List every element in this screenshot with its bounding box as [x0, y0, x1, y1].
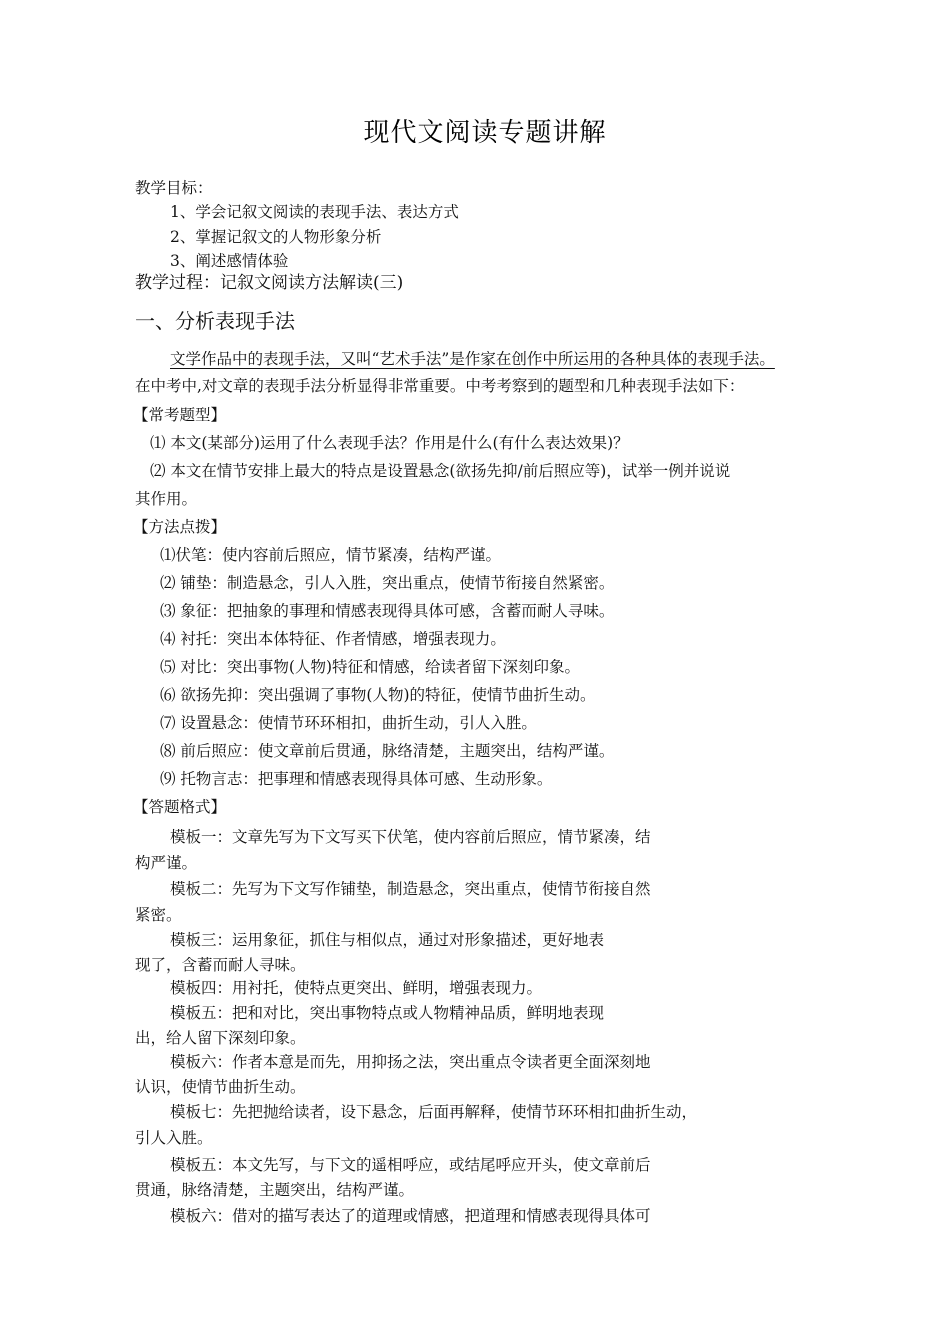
question-item: ⑴ 本文(某部分)运用了什么表现手法？作用是什么(有什么表达效果)？	[150, 434, 629, 452]
template-line	[170, 1155, 651, 1175]
goals-label: 教学目标：	[135, 179, 213, 197]
template-line	[170, 827, 651, 847]
document-title: 现代文阅读专题讲解	[363, 118, 607, 148]
method-item: ⑸ 对比：突出事物(人物)特征和情感，给读者留下深刻印象。	[160, 658, 581, 676]
template-text: 作者本意是而先，用抑扬之法，突出重点令读者更全面深刻地	[232, 1053, 651, 1071]
question-item: ⑵ 本文在情节安排上最大的特点是设置悬念(欲扬先抑/前后照应等)，试举一例并说说	[150, 462, 731, 480]
template-prefix: 模板一：	[170, 828, 233, 846]
method-item: ⑵ 铺垫：制造悬念，引人入胜，突出重点，使情节衔接自然紧密。	[160, 574, 615, 592]
template-text: 文章先写为下文写买下伏笔，使内容前后照应，情节紧凑，结	[232, 828, 651, 846]
method-item: ⑷ 衬托：突出本体特征、作者情感，增强表现力。	[160, 630, 506, 648]
template-continuation: 紧密。	[135, 906, 182, 924]
template-text: 把和对比，突出事物特点或人物精神品质，鲜明地表现	[232, 1004, 605, 1022]
template-text: 用衬托，使特点更突出、鲜明，增强表现力。	[232, 979, 543, 997]
intro-line: 文学作品中的表现手法，又叫“艺术手法”是作家在创作中所运用的各种具体的表现手法。	[170, 350, 775, 368]
template-line	[170, 1102, 697, 1122]
template-text: 本文先写，与下文的遥相呼应，或结尾呼应开头，使文章前后	[232, 1156, 651, 1174]
template-continuation: 贯通，脉络清楚，主题突出，结构严谨。	[135, 1181, 415, 1199]
method-item: ⑹ 欲扬先抑：突出强调了事物(人物)的特征，使情节曲折生动。	[160, 686, 596, 704]
goal-item: 2、掌握记叙文的人物形象分析	[170, 228, 382, 246]
template-text: 先把抛给读者，设下悬念，后面再解释，使情节环环相扣曲折生动，	[232, 1103, 698, 1121]
intro-line: 在中考中,对文章的表现手法分析显得非常重要。中考考察到的题型和几种表现手法如下：	[135, 377, 745, 395]
question-types-label: 【常考题型】	[133, 406, 227, 424]
template-line	[170, 1206, 651, 1226]
template-continuation: 构严谨。	[135, 854, 198, 872]
template-continuation: 现了，含蓄而耐人寻味。	[135, 956, 306, 974]
goal-item: 1、学会记叙文阅读的表现手法、表达方式	[170, 203, 459, 221]
template-line	[170, 930, 604, 950]
template-continuation: 引人入胜。	[135, 1129, 213, 1147]
template-continuation: 出，给人留下深刻印象。	[135, 1029, 306, 1047]
template-prefix: 模板四：	[170, 979, 233, 997]
template-line	[170, 1003, 604, 1023]
template-prefix: 模板五：	[170, 1156, 233, 1174]
template-prefix: 模板六：	[170, 1207, 233, 1225]
template-text: 借对的描写表达了的道理或情感，把道理和情感表现得具体可	[232, 1207, 651, 1225]
template-line	[170, 1052, 651, 1072]
template-line	[170, 978, 542, 998]
method-item: ⑺ 设置悬念：使情节环环相扣，曲折生动，引人入胜。	[160, 714, 537, 732]
question-item-continuation: 其作用。	[135, 490, 198, 508]
formats-label: 【答题格式】	[133, 798, 227, 816]
goal-item: 3、阐述感情体验	[170, 252, 289, 270]
methods-label: 【方法点拨】	[133, 518, 227, 536]
template-prefix: 模板六：	[170, 1053, 233, 1071]
template-text: 先写为下文写作铺垫，制造悬念，突出重点，使情节衔接自然	[232, 880, 651, 898]
process-label: 教学过程：记叙文阅读方法解读(三)	[135, 273, 404, 293]
method-item: ⑴伏笔：使内容前后照应，情节紧凑，结构严谨。	[160, 546, 502, 564]
method-item: ⑻ 前后照应：使文章前后贯通，脉络清楚，主题突出，结构严谨。	[160, 742, 615, 760]
template-continuation: 认识，使情节曲折生动。	[135, 1078, 306, 1096]
template-prefix: 模板五：	[170, 1004, 233, 1022]
template-prefix: 模板二：	[170, 880, 233, 898]
template-prefix: 模板三：	[170, 931, 233, 949]
template-line	[170, 879, 651, 899]
method-item: ⑶ 象征：把抽象的事理和情感表现得具体可感，含蓄而耐人寻味。	[160, 602, 615, 620]
template-text: 运用象征，抓住与相似点，通过对形象描述，更好地表	[232, 931, 605, 949]
method-item: ⑼ 托物言志：把事理和情感表现得具体可感、生动形象。	[160, 770, 553, 788]
section-heading: 一、分析表现手法	[135, 309, 295, 333]
template-prefix: 模板七：	[170, 1103, 233, 1121]
